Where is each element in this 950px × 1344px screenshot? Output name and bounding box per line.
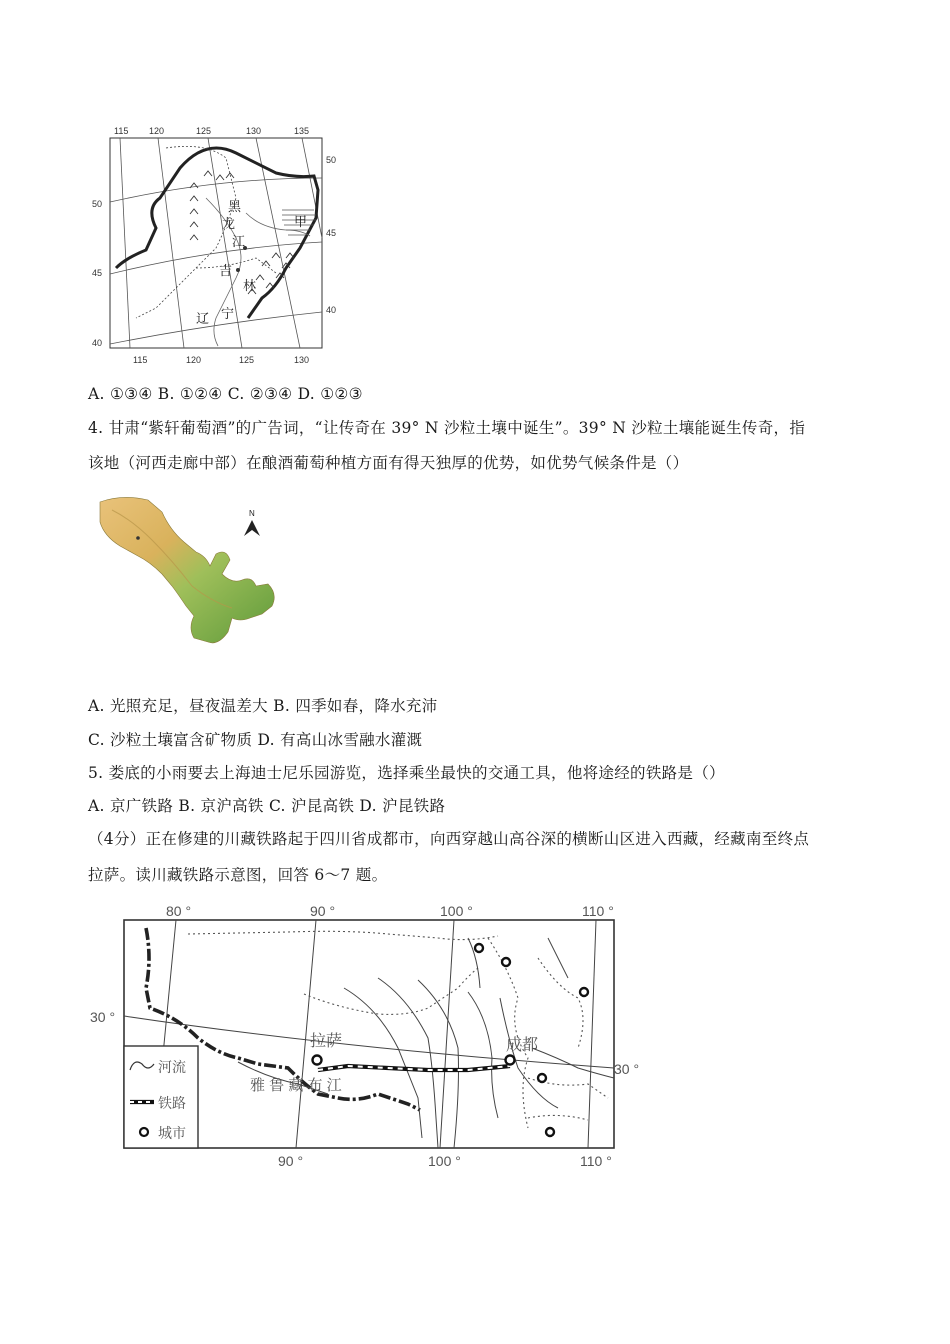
map3-top-100: 100 ° [440,903,473,919]
map1-lat-right-1: 50 [326,155,337,165]
map1-lat-left-1: 50 [92,199,103,209]
intro-line2: 拉萨。读川藏铁路示意图，回答 6～7 题。 [88,866,388,884]
q4-options-cd: C. 沙粒土壤富含矿物质 D. 有高山冰雪融水灌溉 [88,731,423,749]
north-label: N [249,509,255,518]
city-lhasa-marker [313,1056,322,1065]
map3-bottom-110: 110 ° [580,1153,612,1169]
map1-lon-top-3: 125 [196,126,212,136]
map1-label-ning: 宁 [221,306,235,321]
map1-label-jiang: 江 [232,234,246,249]
city-chengdu-marker [506,1056,515,1065]
map3-label-chengdu: 成都 [506,1037,539,1054]
map1-lon-top-2: 120 [149,126,165,136]
q3-options: A. ①③④ B. ①②④ C. ②③④ D. ①②③ [88,385,363,403]
legend-river-label: 河流 [158,1059,186,1075]
map3-bottom-90: 90 ° [278,1153,304,1169]
map1-lat-left-3: 40 [92,338,103,348]
map1-label-ji: 吉 [219,263,233,278]
map3-top-80: 80 ° [166,903,192,919]
map1-lon-bottom-1: 115 [133,355,148,365]
map1-label-hei: 黑 [228,199,242,214]
map1-lat-left-2: 45 [92,268,103,278]
map1-lon-top-4: 130 [246,126,262,136]
sichuan-tibet-railway-map [88,898,668,1174]
map3-legend [124,1046,198,1148]
map1-label-long: 龙 [222,216,236,231]
map3-top-110: 110 ° [582,903,614,919]
q4-stem-line1: 4. 甘肃“紫轩葡萄酒”的广告词，“让传奇在 39° N 沙粒土壤中诞生”。39° N 沙粒土壤能诞生传奇，指 [88,419,806,437]
map1-label-jia: 甲 [294,214,308,229]
map3-bottom-100: 100 ° [428,1153,461,1169]
map1-lon-bottom-4: 130 [294,355,310,365]
map1-lat-right-3: 40 [326,305,337,315]
q4-options-ab: A. 光照充足，昼夜温差大 B. 四季如春，降水充沛 [88,697,438,715]
map3-lat-right-30: 30 ° [614,1061,640,1077]
map1-label-liao: 辽 [196,311,210,326]
q5-options: A. 京广铁路 B. 京沪高铁 C. 沪昆高铁 D. 沪昆铁路 [88,797,446,815]
map3-lat-left-30: 30 ° [90,1009,116,1025]
q5-stem: 5. 娄底的小雨要去上海迪士尼乐园游览，选择乘坐最快的交通工具，他将途经的铁路是（） [88,764,725,782]
map1-lon-bottom-3: 125 [239,355,255,365]
map1-lat-right-2: 45 [326,228,337,238]
map3-top-90: 90 ° [310,903,336,919]
map1-lon-bottom-2: 120 [186,355,202,365]
legend-city-label: 城市 [158,1125,186,1141]
q4-stem-line2: 该地（河西走廊中部）在酿酒葡萄种植方面有得天独厚的优势，如优势气候条件是（） [88,454,689,472]
legend-railway-label: 铁路 [158,1095,186,1111]
northeast-china-map [86,118,346,368]
map1-label-lin: 林 [243,278,257,293]
north-arrow-icon [244,509,260,536]
map3-label-lhasa: 拉萨 [310,1033,343,1050]
gansu-province-map [92,490,282,650]
intro-line1: （4分）正在修建的川藏铁路起于四川省成都市，向西穿越山高谷深的横断山区进入西藏，经藏南至终点 [88,830,810,848]
map1-lon-top-5: 135 [294,126,310,136]
map3-label-yarlung: 雅 鲁 藏 布 江 [250,1077,342,1094]
map1-lon-top-1: 115 [114,126,129,136]
